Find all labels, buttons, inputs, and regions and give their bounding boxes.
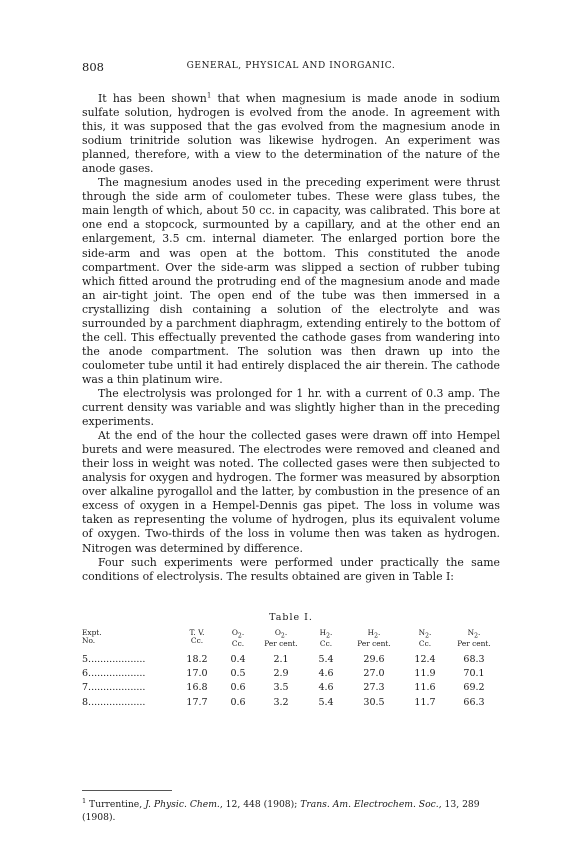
page-number: 808 <box>82 60 104 74</box>
table-cell: 29.6 <box>363 653 385 665</box>
table-cell: 8................... <box>82 696 146 708</box>
col-header-h2-cc: $H_2$. Cc. <box>319 628 333 649</box>
table-caption: Table I. <box>269 612 313 623</box>
footnote-text: Turrentine, <box>86 799 146 811</box>
table-cell: 11.6 <box>414 682 436 694</box>
table-cell: 4.6 <box>318 682 334 694</box>
table-cell: 0.6 <box>230 682 246 694</box>
table-cell: 30.5 <box>363 696 385 708</box>
table-cell: 66.3 <box>463 696 485 708</box>
table-cell: 69.2 <box>463 682 485 694</box>
footnote-marker: 1 <box>206 91 212 100</box>
table-row <box>82 652 500 666</box>
results-table <box>82 629 500 709</box>
paragraph-3: The electrolysis was prolonged for 1 hr. with a current of 0.3 amp. The current density was variable and was slightly higher than in the preceding experiments. <box>82 386 500 429</box>
table-cell: 3.5 <box>273 682 289 694</box>
table-cell: 3.2 <box>273 696 289 708</box>
footnote-text: , 13, 289 (1908). <box>82 799 480 824</box>
paragraph-text: that when magnesium is made anode in sodium sulfate solution, hydrogen is evolved from the anode. In agreement with this, it was supposed that the gas evolved from the magnesium anode in sodium trinitride solution was likewise hydrogen. An experiment was planned, therefore, with a view to the determination of the nature of the anode gases. <box>82 92 501 176</box>
col-header-expt: Expt. No. <box>82 628 102 645</box>
table-cell: 5.4 <box>318 696 334 708</box>
table-cell: 70.1 <box>463 668 485 679</box>
footnote-rule <box>82 790 172 791</box>
col-header-h2-pct: $H_2$. Per cent. <box>357 628 391 649</box>
table-cell: 68.3 <box>463 653 485 665</box>
table-header-row <box>82 629 500 652</box>
table-cell: 2.9 <box>273 668 289 679</box>
table-cell: 2.1 <box>273 653 289 665</box>
journal-title: J. Physic. Chem. <box>145 799 220 811</box>
table-cell: 5................... <box>82 653 146 665</box>
table-row <box>82 695 500 709</box>
paragraph-2: The magnesium anodes used in the preceding experiment were thrust through the side arm of coulometer tubes. These were glass tubes, the main length of which, about 50 cc. in capacity, was calibrated. This bore at one end a stopcock, surmounted by a capillary, and at the other end an enlargement, 3.5 cm. internal diameter. The enlarged portion bore the side-arm and was open at the bottom. This constituted the anode compartment. Over the side-arm was slipped a section of rubber tubing which fitted around the protruding end of the magnesium anode and made an air-tight joint. The open end of the tube was then immersed in a crystallizing dish containing a solution of the electrolyte and was surrounded by a parchment diaphragm, extending entirely to the bottom of the cell. This effectually prevented the cathode gases from wandering into the anode compartment. The solution was then drawn up into the coulometer tube until it had entirely displaced the air therein. The cathode was a thin platinum wire. <box>82 176 500 386</box>
table-cell: 27.0 <box>363 668 385 679</box>
table-cell: 12.4 <box>414 653 436 665</box>
col-header-n2-cc: $N_2$. Cc. <box>418 628 432 649</box>
table-cell: 7................... <box>82 682 146 694</box>
footnote-mark: 1 <box>82 797 87 805</box>
col-header-n2-pct: $N_2$. Per cent. <box>457 628 491 649</box>
paragraph-text: It has been shown <box>98 92 207 105</box>
table-cell: 0.4 <box>230 653 246 665</box>
col-header-tv: T. V. Cc. <box>189 628 205 645</box>
paragraph-5: Four such experiments were performed under practically the same conditions of electrolysis. The results obtained are given in Table I: <box>82 555 500 583</box>
table-cell: 18.2 <box>186 653 208 665</box>
table-cell: 0.5 <box>230 668 246 679</box>
col-header-o2-cc: $O_2$. Cc. <box>231 628 245 649</box>
table-cell: 16.8 <box>186 682 208 694</box>
paragraph-4: At the end of the hour the collected gases were drawn off into Hempel burets and were measured. The electrodes were removed and cleaned and their loss in weight was noted. The collected gases were then subjected to analysis for oxygen and hydrogen. The former was measured by absorption over alkaline pyrogallol and the latter, by combustion in the presence of an excess of oxygen in a Hempel-Dennis gas pipet. The loss in volume was taken as representing the volume of hydrogen, plus its equivalent volume of oxygen. Two-thirds of the loss in volume then was taken as hydrogen. Nitrogen was determined by difference. <box>82 429 500 555</box>
journal-title: Trans. Am. Electrochem. Soc. <box>300 799 439 811</box>
col-header-o2-pct: $O_2$. Per cent. <box>264 628 298 649</box>
table-cell: 4.6 <box>318 668 334 679</box>
table-row <box>82 666 500 680</box>
table-cell: 11.7 <box>414 696 436 708</box>
running-head: GENERAL, PHYSICAL AND INORGANIC. <box>186 61 396 71</box>
table-cell: 6................... <box>82 668 146 679</box>
table-row <box>82 681 500 695</box>
table-cell: 11.9 <box>414 668 436 679</box>
table-cell: 17.0 <box>186 668 208 679</box>
footnote-text: , 12, 448 (1908); <box>219 799 301 811</box>
body-text <box>82 92 500 584</box>
table-cell: 27.3 <box>363 682 385 694</box>
table-cell: 17.7 <box>186 696 208 708</box>
footnote <box>82 795 500 824</box>
table-cell: 5.4 <box>318 653 334 665</box>
paragraph-1 <box>82 92 500 176</box>
table-cell: 0.6 <box>230 696 246 708</box>
